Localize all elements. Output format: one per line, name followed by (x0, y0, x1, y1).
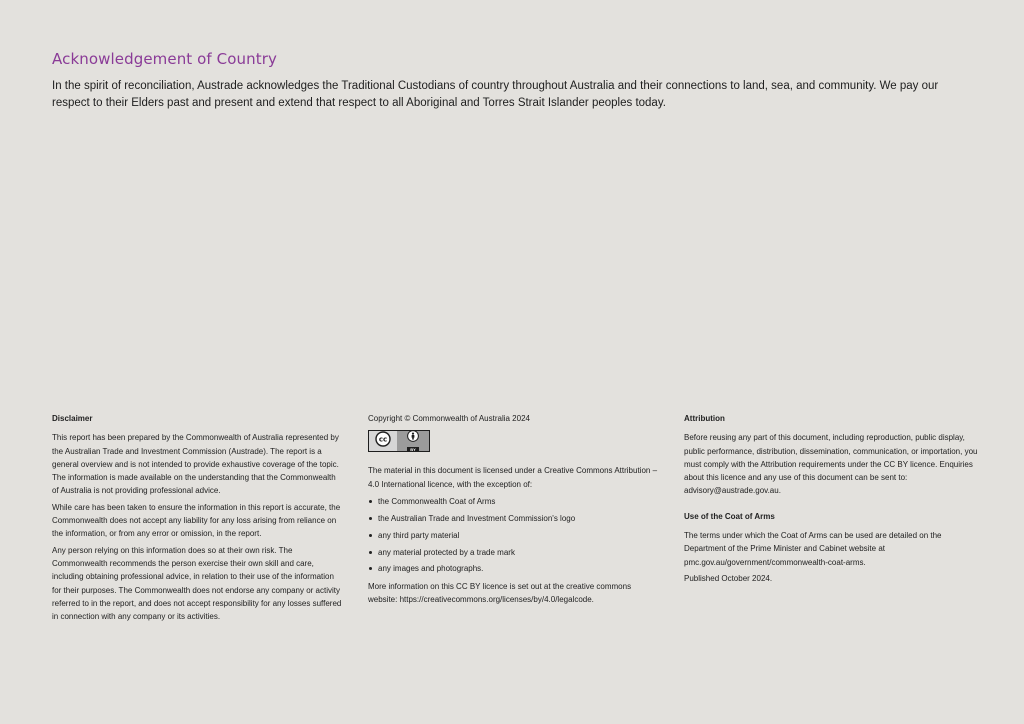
attribution-body: Before reusing any part of this document, including reproduction, public display, public performance, distribution, dissemination, communication, or importation, you must comply with the Attribution requirements under the CC BY licence. Enquiries about this licence and any use of this document can be sent to: advisory@austrade.gov.au. (684, 433, 978, 496)
acknowledgement-body: In the spirit of reconciliation, Austrade acknowledges the Traditional Custodians of country throughout Australia and their connections to land, sea, and community. We pay our respect to their Elders past and present and extend that respect to all Aboriginal and Torres Strait Islander peoples today. (52, 80, 939, 109)
coat-of-arms-heading: Use of the Coat of Arms (684, 511, 775, 521)
more-info-text: More information on this CC BY licence is set out at the creative commons website: https://creativecommons.org/licenses/by/4.0/legalcode. (368, 581, 632, 605)
published-date: Published October 2024. (684, 573, 773, 583)
list-item: any third party material (368, 529, 658, 542)
acknowledgement-title: Acknowledgement of Country (52, 50, 277, 68)
by-label: BY (407, 447, 419, 452)
list-item: the Australian Trade and Investment Commission's logo (368, 512, 658, 525)
exceptions-list (368, 495, 658, 576)
disclaimer-column (52, 412, 344, 626)
disclaimer-heading: Disclaimer (52, 414, 93, 423)
disclaimer-paragraph: Any person relying on this information does so at their own risk. The Commonwealth recommends the person exercise their own skill and care, including obtaining professional advice, in relation to their use of the information for their purposes. The Commonwealth does not endorse any company or activity referred to in the report, and does not accept responsibility for any losses suffered in connection with any company or its activities. (52, 545, 342, 622)
attribution-heading: Attribution (684, 414, 725, 423)
disclaimer-paragraph: While care has been taken to ensure the information in this report is accurate, the Commonwealth does not accept any liability for any loss arising from reliance on the information, or from any error or omission, in the report. (52, 502, 341, 539)
disclaimer-paragraph: This report has been prepared by the Commonwealth of Australia represented by the Australian Trade and Investment Commission (Austrade). The report is a general overview and is not intended to provide exhaustive coverage of the topic. The information is made available on the understanding that the Commonwealth of Australia is not providing professional advice. (52, 433, 339, 496)
coat-of-arms-body: The terms under which the Coat of Arms can be used are detailed on the Department of the Prime Minister and Cabinet website at pmc.gov.au/government/commonwealth-coat-arms. (684, 531, 942, 567)
acknowledgement-section (52, 50, 952, 111)
list-item: any material protected by a trade mark (368, 546, 658, 559)
attribution-person-icon (407, 430, 419, 446)
copyright-line: Copyright © Commonwealth of Australia 2024 (368, 414, 530, 423)
copyright-column (368, 412, 658, 609)
licence-text: The material in this document is licensed under a Creative Commons Attribution – 4.0 International licence, with the exception of: (368, 466, 658, 489)
creative-commons-icon (375, 431, 391, 451)
svg-text:cc: cc (378, 435, 388, 444)
list-item: the Commonwealth Coat of Arms (368, 495, 658, 508)
list-item: any images and photographs. (368, 562, 658, 575)
attribution-column (684, 412, 980, 588)
cc-by-licence-badge[interactable] (368, 430, 430, 452)
